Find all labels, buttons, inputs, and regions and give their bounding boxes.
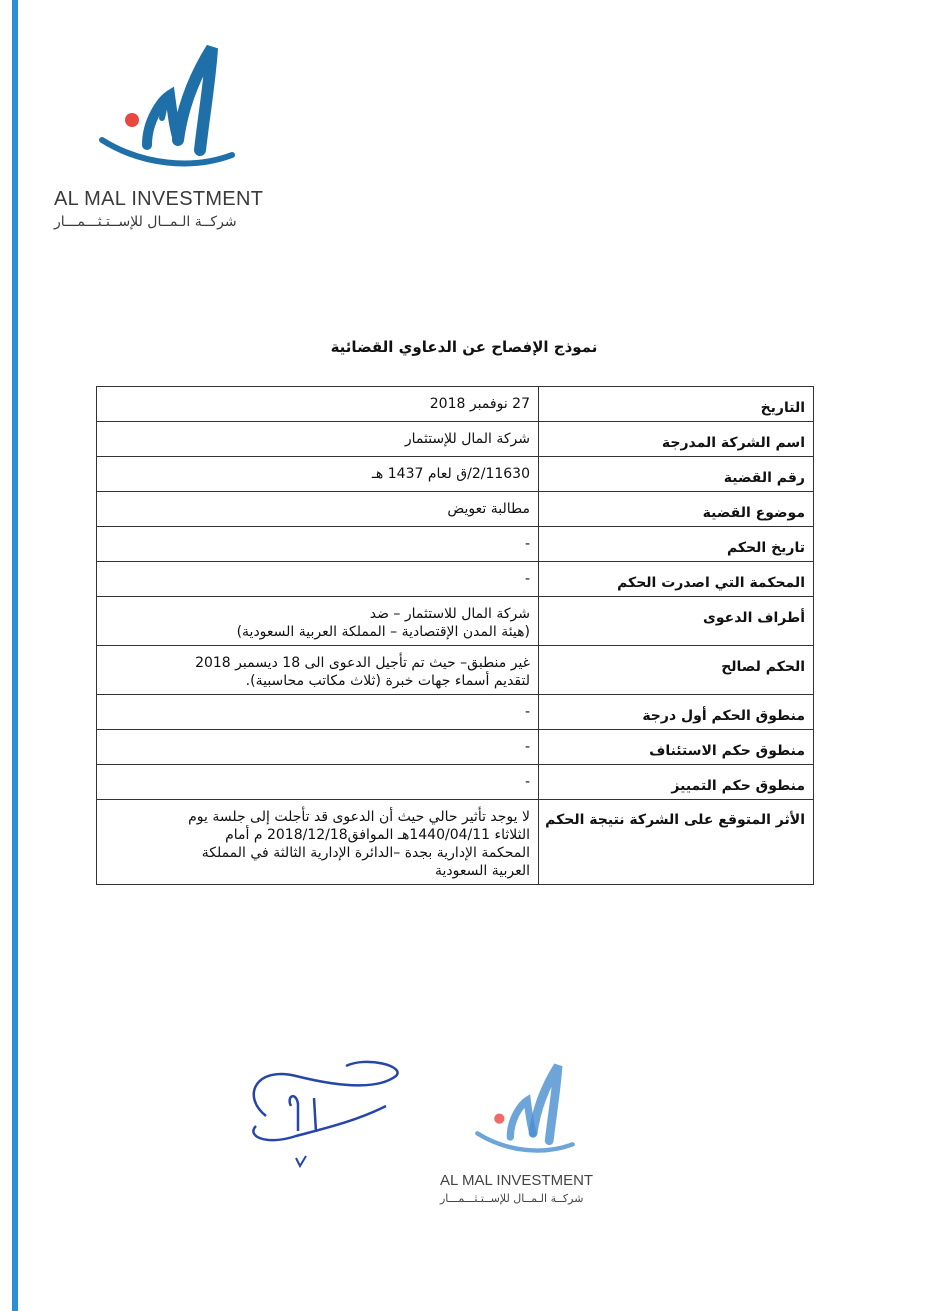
logo-mark-icon xyxy=(92,40,242,190)
row-value xyxy=(97,765,539,800)
row-label: الحكم لصالح xyxy=(539,646,814,695)
row-value xyxy=(97,527,539,562)
row-value-line: شركة المال للاستثمار – ضد xyxy=(369,606,530,622)
row-value xyxy=(97,730,539,765)
row-value-line: الثلاثاء 1440/04/11هـ الموافق2018/12/18 م أمام xyxy=(225,827,530,843)
table-row xyxy=(97,800,814,885)
page-accent-bar xyxy=(12,0,18,1311)
row-value xyxy=(97,646,539,695)
row-value xyxy=(97,422,539,457)
table-row xyxy=(97,646,814,695)
table-row xyxy=(97,562,814,597)
row-label: اسم الشركة المدرجة xyxy=(539,422,814,457)
stamp-name-en: AL MAL INVESTMENT xyxy=(440,1172,594,1189)
row-value-line: (هيئة المدن الإقتصادية – المملكة العربية السعودية) xyxy=(236,624,530,640)
row-label: المحكمة التي اصدرت الحكم xyxy=(539,562,814,597)
row-value-line: - xyxy=(524,571,530,587)
stamp-logo-icon xyxy=(470,1060,580,1170)
row-value xyxy=(97,492,539,527)
signature xyxy=(236,1036,406,1176)
row-value-line: المحكمة الإدارية بجدة –الدائرة الإدارية الثالثة في المملكة xyxy=(201,845,530,861)
table-row xyxy=(97,765,814,800)
table-row xyxy=(97,387,814,422)
row-value-line: - xyxy=(524,704,530,720)
row-value-line: - xyxy=(524,774,530,790)
stamp-name-ar: شركــة الـمــال للإســتـثـــمـــار xyxy=(440,1192,584,1205)
row-label: منطوق حكم الاستئناف xyxy=(539,730,814,765)
logo-name-ar: شركــة الـمــال للإســتـثـــمـــار xyxy=(54,214,237,230)
logo-name-en: AL MAL INVESTMENT xyxy=(54,188,264,210)
row-label: أطراف الدعوى xyxy=(539,597,814,646)
row-label: تاريخ الحكم xyxy=(539,527,814,562)
row-value-line: لا يوجد تأثير حالي حيث أن الدعوى قد تأجلت إلى جلسة يوم xyxy=(188,809,530,825)
row-label: منطوق حكم التمييز xyxy=(539,765,814,800)
row-label: التاريخ xyxy=(539,387,814,422)
row-value xyxy=(97,387,539,422)
table-row xyxy=(97,597,814,646)
document-title: نموذج الإفصاح عن الدعاوي القضائية xyxy=(330,338,598,356)
company-logo xyxy=(52,40,292,230)
row-value-line: العربية السعودية xyxy=(435,863,530,879)
row-value xyxy=(97,695,539,730)
row-value xyxy=(97,597,539,646)
row-value xyxy=(97,800,539,885)
row-value-line: - xyxy=(524,739,530,755)
row-value-line: 27 نوفمبر 2018 xyxy=(429,396,530,412)
row-label: رقم القضية xyxy=(539,457,814,492)
disclosure-table xyxy=(96,386,814,885)
row-value-line: مطالبة تعويض xyxy=(447,501,530,517)
table-row xyxy=(97,457,814,492)
row-value-line: غير منطبق– حيث تم تأجيل الدعوى الى 18 ديسمبر 2018 xyxy=(195,655,530,671)
row-value xyxy=(97,562,539,597)
row-value-line: شركة المال للإستثمار xyxy=(404,431,530,447)
row-value-line: 2/11630/ق لعام 1437 هـ xyxy=(371,466,530,482)
row-label: موضوع القضية xyxy=(539,492,814,527)
row-value-line: - xyxy=(524,536,530,552)
row-value xyxy=(97,457,539,492)
table-row xyxy=(97,695,814,730)
row-label: الأثر المتوقع على الشركة نتيجة الحكم xyxy=(539,800,814,885)
table-row xyxy=(97,527,814,562)
table-row xyxy=(97,422,814,457)
row-label: منطوق الحكم أول درجة xyxy=(539,695,814,730)
table-row xyxy=(97,730,814,765)
company-stamp xyxy=(436,1060,636,1210)
table-row xyxy=(97,492,814,527)
row-value-line: لتقديم أسماء جهات خبرة (ثلاث مكاتب محاسبية). xyxy=(245,673,530,689)
